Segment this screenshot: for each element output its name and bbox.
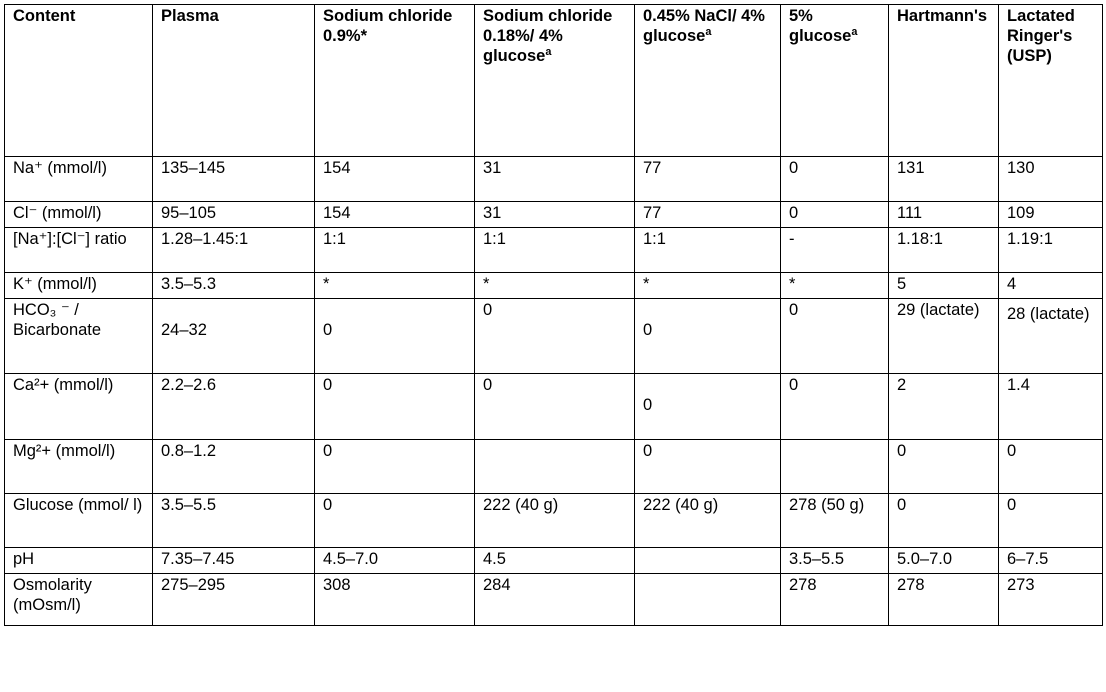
row-label: K⁺ (mmol/l) [5, 273, 153, 299]
table-cell: 5 [889, 273, 999, 299]
header-row [5, 5, 1103, 157]
table-cell: 0 [475, 374, 635, 440]
table-cell: 284 [475, 574, 635, 626]
table-row [5, 374, 1103, 440]
table-cell: 308 [315, 574, 475, 626]
table-cell: 6–7.5 [999, 548, 1103, 574]
table-cell: 1:1 [475, 228, 635, 273]
table-cell: 3.5–5.5 [153, 494, 315, 548]
table-cell: 278 [781, 574, 889, 626]
header-lactated-ringers: Lactated Ringer's (USP) [999, 5, 1103, 157]
table-cell: 154 [315, 202, 475, 228]
table-cell: 0 [781, 299, 889, 374]
table-cell: 0 [315, 494, 475, 548]
table-cell: 0 [889, 494, 999, 548]
table-row [5, 548, 1103, 574]
header-plasma: Plasma [153, 5, 315, 157]
table-cell: - [781, 228, 889, 273]
header-nacl-09: Sodium chloride 0.9%* [315, 5, 475, 157]
table-row [5, 157, 1103, 202]
table-cell [635, 548, 781, 574]
table-cell: 3.5–5.5 [781, 548, 889, 574]
row-label: [Na⁺]:[Cl⁻] ratio [5, 228, 153, 273]
table-cell: 5.0–7.0 [889, 548, 999, 574]
row-label: Na⁺ (mmol/l) [5, 157, 153, 202]
header-hartmanns: Hartmann's [889, 5, 999, 157]
table-cell: 109 [999, 202, 1103, 228]
table-cell: 0 [315, 440, 475, 494]
table-cell: 0 [635, 440, 781, 494]
cell-text: 0 [323, 321, 333, 339]
table-cell: 29 (lactate) [889, 299, 999, 374]
table-cell: 111 [889, 202, 999, 228]
table-cell: 278 (50 g) [781, 494, 889, 548]
table-cell [635, 299, 781, 374]
table-cell: 7.35–7.45 [153, 548, 315, 574]
table-cell: 28 (lactate) [999, 299, 1103, 374]
cell-text: 0 [643, 396, 653, 414]
table-cell: * [315, 273, 475, 299]
table-cell: 222 (40 g) [475, 494, 635, 548]
table-cell: * [781, 273, 889, 299]
table-row [5, 299, 1103, 374]
table-cell: 0 [781, 374, 889, 440]
fluid-composition-table [4, 4, 1103, 626]
table-cell: 77 [635, 202, 781, 228]
table-cell: 95–105 [153, 202, 315, 228]
header-nacl-018-glucose: Sodium chloride 0.18%/ 4% glucoseª [475, 5, 635, 157]
table-cell: 4.5–7.0 [315, 548, 475, 574]
table-cell: 0.8–1.2 [153, 440, 315, 494]
row-label: Cl⁻ (mmol/l) [5, 202, 153, 228]
table-cell [475, 440, 635, 494]
table-cell: 275–295 [153, 574, 315, 626]
table-cell: 2 [889, 374, 999, 440]
header-nacl-045-glucose: 0.45% NaCl/ 4% glucoseª [635, 5, 781, 157]
table-row [5, 228, 1103, 273]
table-cell: 154 [315, 157, 475, 202]
row-label: HCO₃ ⁻ / Bicarbonate [5, 299, 153, 374]
table-cell: 31 [475, 157, 635, 202]
row-label: Osmolarity (mOsm/l) [5, 574, 153, 626]
table-cell: 273 [999, 574, 1103, 626]
table-cell: 0 [781, 157, 889, 202]
table-row [5, 574, 1103, 626]
table-row [5, 202, 1103, 228]
row-label: Mg²+ (mmol/l) [5, 440, 153, 494]
table-cell: 1.4 [999, 374, 1103, 440]
table-cell: 135–145 [153, 157, 315, 202]
table-cell: 3.5–5.3 [153, 273, 315, 299]
table-cell: 4 [999, 273, 1103, 299]
cell-text: 24–32 [161, 321, 207, 339]
table-cell: 1.18:1 [889, 228, 999, 273]
table-cell: 0 [889, 440, 999, 494]
table-cell: * [475, 273, 635, 299]
table-cell [781, 440, 889, 494]
table-cell: 77 [635, 157, 781, 202]
table-cell: 1:1 [315, 228, 475, 273]
row-label: Glucose (mmol/ l) [5, 494, 153, 548]
header-glucose-5: 5% glucoseª [781, 5, 889, 157]
table-cell: 1.19:1 [999, 228, 1103, 273]
table-cell: 0 [475, 299, 635, 374]
table-cell: 222 (40 g) [635, 494, 781, 548]
header-content: Content [5, 5, 153, 157]
table-cell: 1:1 [635, 228, 781, 273]
table-cell: 130 [999, 157, 1103, 202]
table-cell: 131 [889, 157, 999, 202]
row-label: Ca²+ (mmol/l) [5, 374, 153, 440]
table-cell: 31 [475, 202, 635, 228]
table-cell: 4.5 [475, 548, 635, 574]
table-cell: 1.28–1.45:1 [153, 228, 315, 273]
table-cell: 0 [315, 374, 475, 440]
table-row [5, 273, 1103, 299]
table-cell: 0 [999, 440, 1103, 494]
table-cell [635, 574, 781, 626]
table-cell [153, 299, 315, 374]
table-cell: 278 [889, 574, 999, 626]
table-cell: 2.2–2.6 [153, 374, 315, 440]
table-cell [315, 299, 475, 374]
table-row [5, 440, 1103, 494]
table-cell: 0 [999, 494, 1103, 548]
table-cell: 0 [781, 202, 889, 228]
table-cell [635, 374, 781, 440]
cell-text: 0 [643, 321, 653, 339]
table-row [5, 494, 1103, 548]
row-label: pH [5, 548, 153, 574]
table-cell: * [635, 273, 781, 299]
